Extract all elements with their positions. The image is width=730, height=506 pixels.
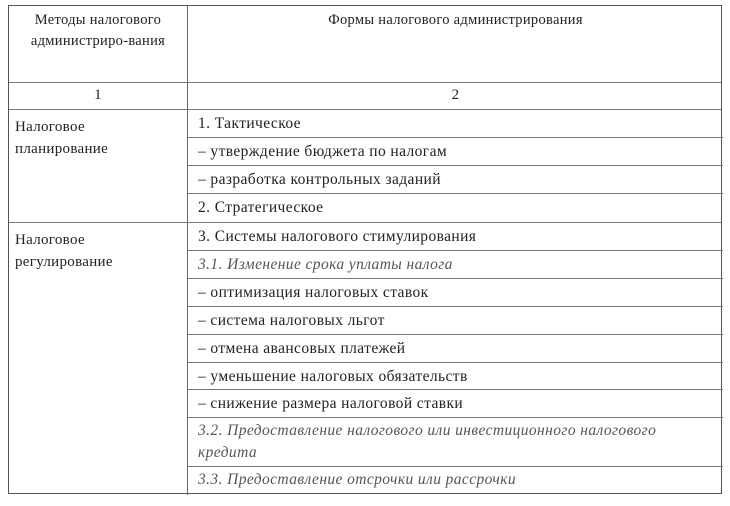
header-forms: Формы налогового администрирования bbox=[328, 12, 583, 28]
form-item: 3. Системы налогового стимулирования bbox=[188, 223, 723, 251]
method-group-planning bbox=[9, 110, 721, 223]
methods-forms-table bbox=[8, 5, 722, 494]
form-item: 3.2. Предоставление налогового или инвестиционного налогового кредита bbox=[188, 418, 723, 467]
table-header-row bbox=[9, 6, 721, 83]
form-item: – отмена авансовых платежей bbox=[188, 335, 723, 363]
column-divider bbox=[187, 6, 188, 82]
column-divider bbox=[187, 83, 188, 109]
form-item: – снижение размера налоговой ставки bbox=[188, 390, 723, 418]
form-item: – оптимизация налоговых ставок bbox=[188, 279, 723, 307]
column-number-1: 1 bbox=[94, 87, 102, 103]
form-item: 1. Тактическое bbox=[188, 110, 723, 138]
form-item: – утверждение бюджета по налогам bbox=[188, 138, 723, 166]
form-item: 3.3. Предоставление отсрочки или рассрочки bbox=[198, 471, 516, 488]
form-item: 3.1. Изменение срока уплаты налога bbox=[188, 251, 723, 279]
column-number-2: 2 bbox=[451, 87, 460, 103]
method-name: Налоговое планирование bbox=[15, 119, 109, 157]
method-name: Налоговое регулирование bbox=[15, 232, 113, 270]
form-item: 2. Стратегическое bbox=[198, 199, 324, 216]
form-item: – система налоговых льгот bbox=[188, 307, 723, 335]
column-number-row bbox=[9, 83, 721, 110]
form-item: – разработка контрольных заданий bbox=[188, 166, 723, 194]
form-item: – уменьшение налоговых обязательств bbox=[188, 363, 723, 390]
header-methods: Методы налогового администриро-вания bbox=[30, 12, 166, 49]
method-group-regulation bbox=[9, 223, 721, 495]
